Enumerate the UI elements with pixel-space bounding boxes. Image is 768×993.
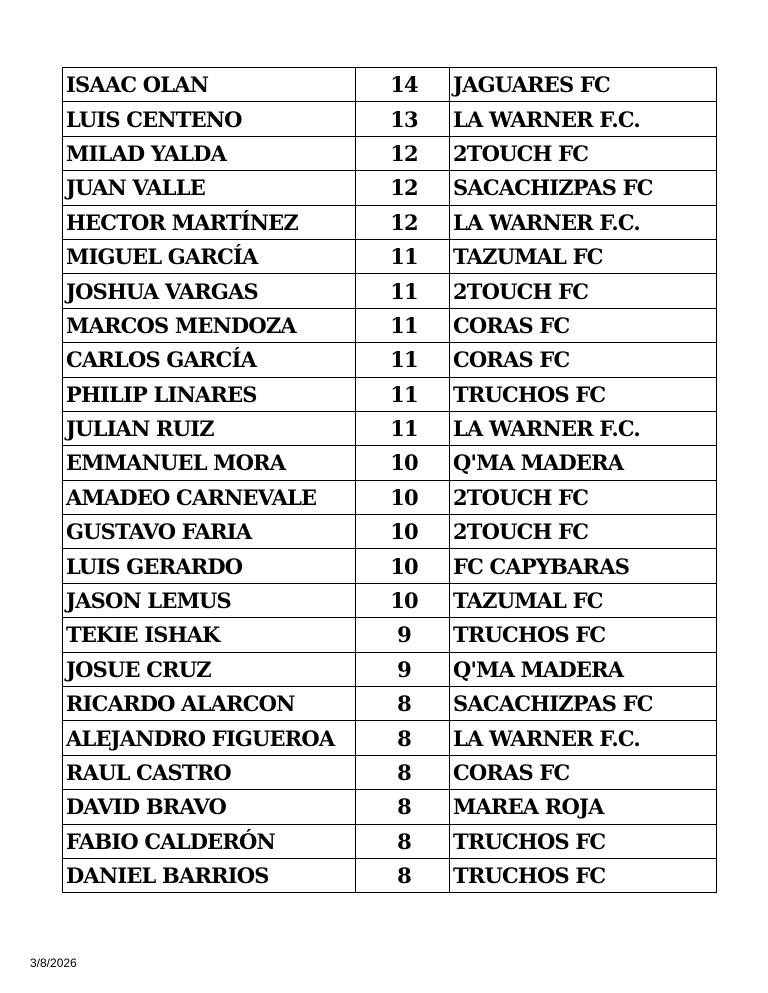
goals-cell: 11: [356, 239, 450, 273]
goals-cell: 8: [356, 790, 450, 824]
table-row: [63, 858, 717, 892]
goals-cell: 8: [356, 721, 450, 755]
player-name-cell: LUIS CENTENO: [63, 102, 356, 136]
team-cell: SACACHIZPAS FC: [450, 171, 717, 205]
goals-cell: 11: [356, 343, 450, 377]
player-name-cell: JOSUE CRUZ: [63, 652, 356, 686]
player-name-cell: JOSHUA VARGAS: [63, 274, 356, 308]
team-cell: SACACHIZPAS FC: [450, 687, 717, 721]
goals-cell: 12: [356, 171, 450, 205]
player-name-cell: AMADEO CARNEVALE: [63, 480, 356, 514]
goals-cell: 8: [356, 824, 450, 858]
team-cell: MAREA ROJA: [450, 790, 717, 824]
goals-cell: 14: [356, 68, 450, 102]
scorers-table-body: [63, 68, 717, 893]
team-cell: TRUCHOS FC: [450, 377, 717, 411]
footer-date: 3/8/2026: [30, 956, 77, 970]
player-name-cell: DANIEL BARRIOS: [63, 858, 356, 892]
team-cell: LA WARNER F.C.: [450, 205, 717, 239]
table-row: [63, 171, 717, 205]
player-name-cell: JULIAN RUIZ: [63, 411, 356, 445]
goals-cell: 8: [356, 687, 450, 721]
player-name-cell: DAVID BRAVO: [63, 790, 356, 824]
table-row: [63, 68, 717, 102]
table-row: [63, 308, 717, 342]
team-cell: TRUCHOS FC: [450, 618, 717, 652]
table-row: [63, 755, 717, 789]
player-name-cell: MARCOS MENDOZA: [63, 308, 356, 342]
goals-cell: 13: [356, 102, 450, 136]
player-name-cell: TEKIE ISHAK: [63, 618, 356, 652]
goals-cell: 12: [356, 205, 450, 239]
scorers-table: [62, 67, 717, 893]
goals-cell: 10: [356, 549, 450, 583]
team-cell: LA WARNER F.C.: [450, 721, 717, 755]
table-row: [63, 824, 717, 858]
player-name-cell: RICARDO ALARCON: [63, 687, 356, 721]
team-cell: Q'MA MADERA: [450, 446, 717, 480]
goals-cell: 12: [356, 136, 450, 170]
player-name-cell: HECTOR MARTÍNEZ: [63, 205, 356, 239]
team-cell: 2TOUCH FC: [450, 274, 717, 308]
goals-cell: 11: [356, 308, 450, 342]
table-row: [63, 549, 717, 583]
player-name-cell: FABIO CALDERÓN: [63, 824, 356, 858]
table-row: [63, 377, 717, 411]
goals-cell: 8: [356, 755, 450, 789]
table-row: [63, 618, 717, 652]
team-cell: TAZUMAL FC: [450, 239, 717, 273]
goals-cell: 10: [356, 515, 450, 549]
table-row: [63, 515, 717, 549]
player-name-cell: LUIS GERARDO: [63, 549, 356, 583]
table-row: [63, 239, 717, 273]
table-row: [63, 687, 717, 721]
player-name-cell: RAUL CASTRO: [63, 755, 356, 789]
team-cell: Q'MA MADERA: [450, 652, 717, 686]
goals-cell: 11: [356, 377, 450, 411]
table-row: [63, 136, 717, 170]
team-cell: TRUCHOS FC: [450, 858, 717, 892]
player-name-cell: ISAAC OLAN: [63, 68, 356, 102]
team-cell: LA WARNER F.C.: [450, 411, 717, 445]
goals-cell: 10: [356, 480, 450, 514]
goals-cell: 9: [356, 652, 450, 686]
player-name-cell: JASON LEMUS: [63, 583, 356, 617]
team-cell: CORAS FC: [450, 755, 717, 789]
player-name-cell: ALEJANDRO FIGUEROA: [63, 721, 356, 755]
table-row: [63, 446, 717, 480]
team-cell: 2TOUCH FC: [450, 136, 717, 170]
team-cell: JAGUARES FC: [450, 68, 717, 102]
team-cell: CORAS FC: [450, 308, 717, 342]
table-row: [63, 102, 717, 136]
player-name-cell: GUSTAVO FARIA: [63, 515, 356, 549]
goals-cell: 11: [356, 274, 450, 308]
player-name-cell: PHILIP LINARES: [63, 377, 356, 411]
team-cell: TRUCHOS FC: [450, 824, 717, 858]
goals-cell: 10: [356, 446, 450, 480]
table-row: [63, 205, 717, 239]
player-name-cell: MIGUEL GARCÍA: [63, 239, 356, 273]
team-cell: CORAS FC: [450, 343, 717, 377]
player-name-cell: CARLOS GARCÍA: [63, 343, 356, 377]
player-name-cell: JUAN VALLE: [63, 171, 356, 205]
team-cell: 2TOUCH FC: [450, 480, 717, 514]
player-name-cell: MILAD YALDA: [63, 136, 356, 170]
table-row: [63, 583, 717, 617]
team-cell: LA WARNER F.C.: [450, 102, 717, 136]
table-row: [63, 274, 717, 308]
table-row: [63, 411, 717, 445]
table-row: [63, 790, 717, 824]
team-cell: FC CAPYBARAS: [450, 549, 717, 583]
table-row: [63, 343, 717, 377]
goals-cell: 11: [356, 411, 450, 445]
goals-cell: 9: [356, 618, 450, 652]
team-cell: TAZUMAL FC: [450, 583, 717, 617]
goals-cell: 10: [356, 583, 450, 617]
player-name-cell: EMMANUEL MORA: [63, 446, 356, 480]
goals-cell: 8: [356, 858, 450, 892]
table-row: [63, 480, 717, 514]
table-row: [63, 652, 717, 686]
table-row: [63, 721, 717, 755]
team-cell: 2TOUCH FC: [450, 515, 717, 549]
